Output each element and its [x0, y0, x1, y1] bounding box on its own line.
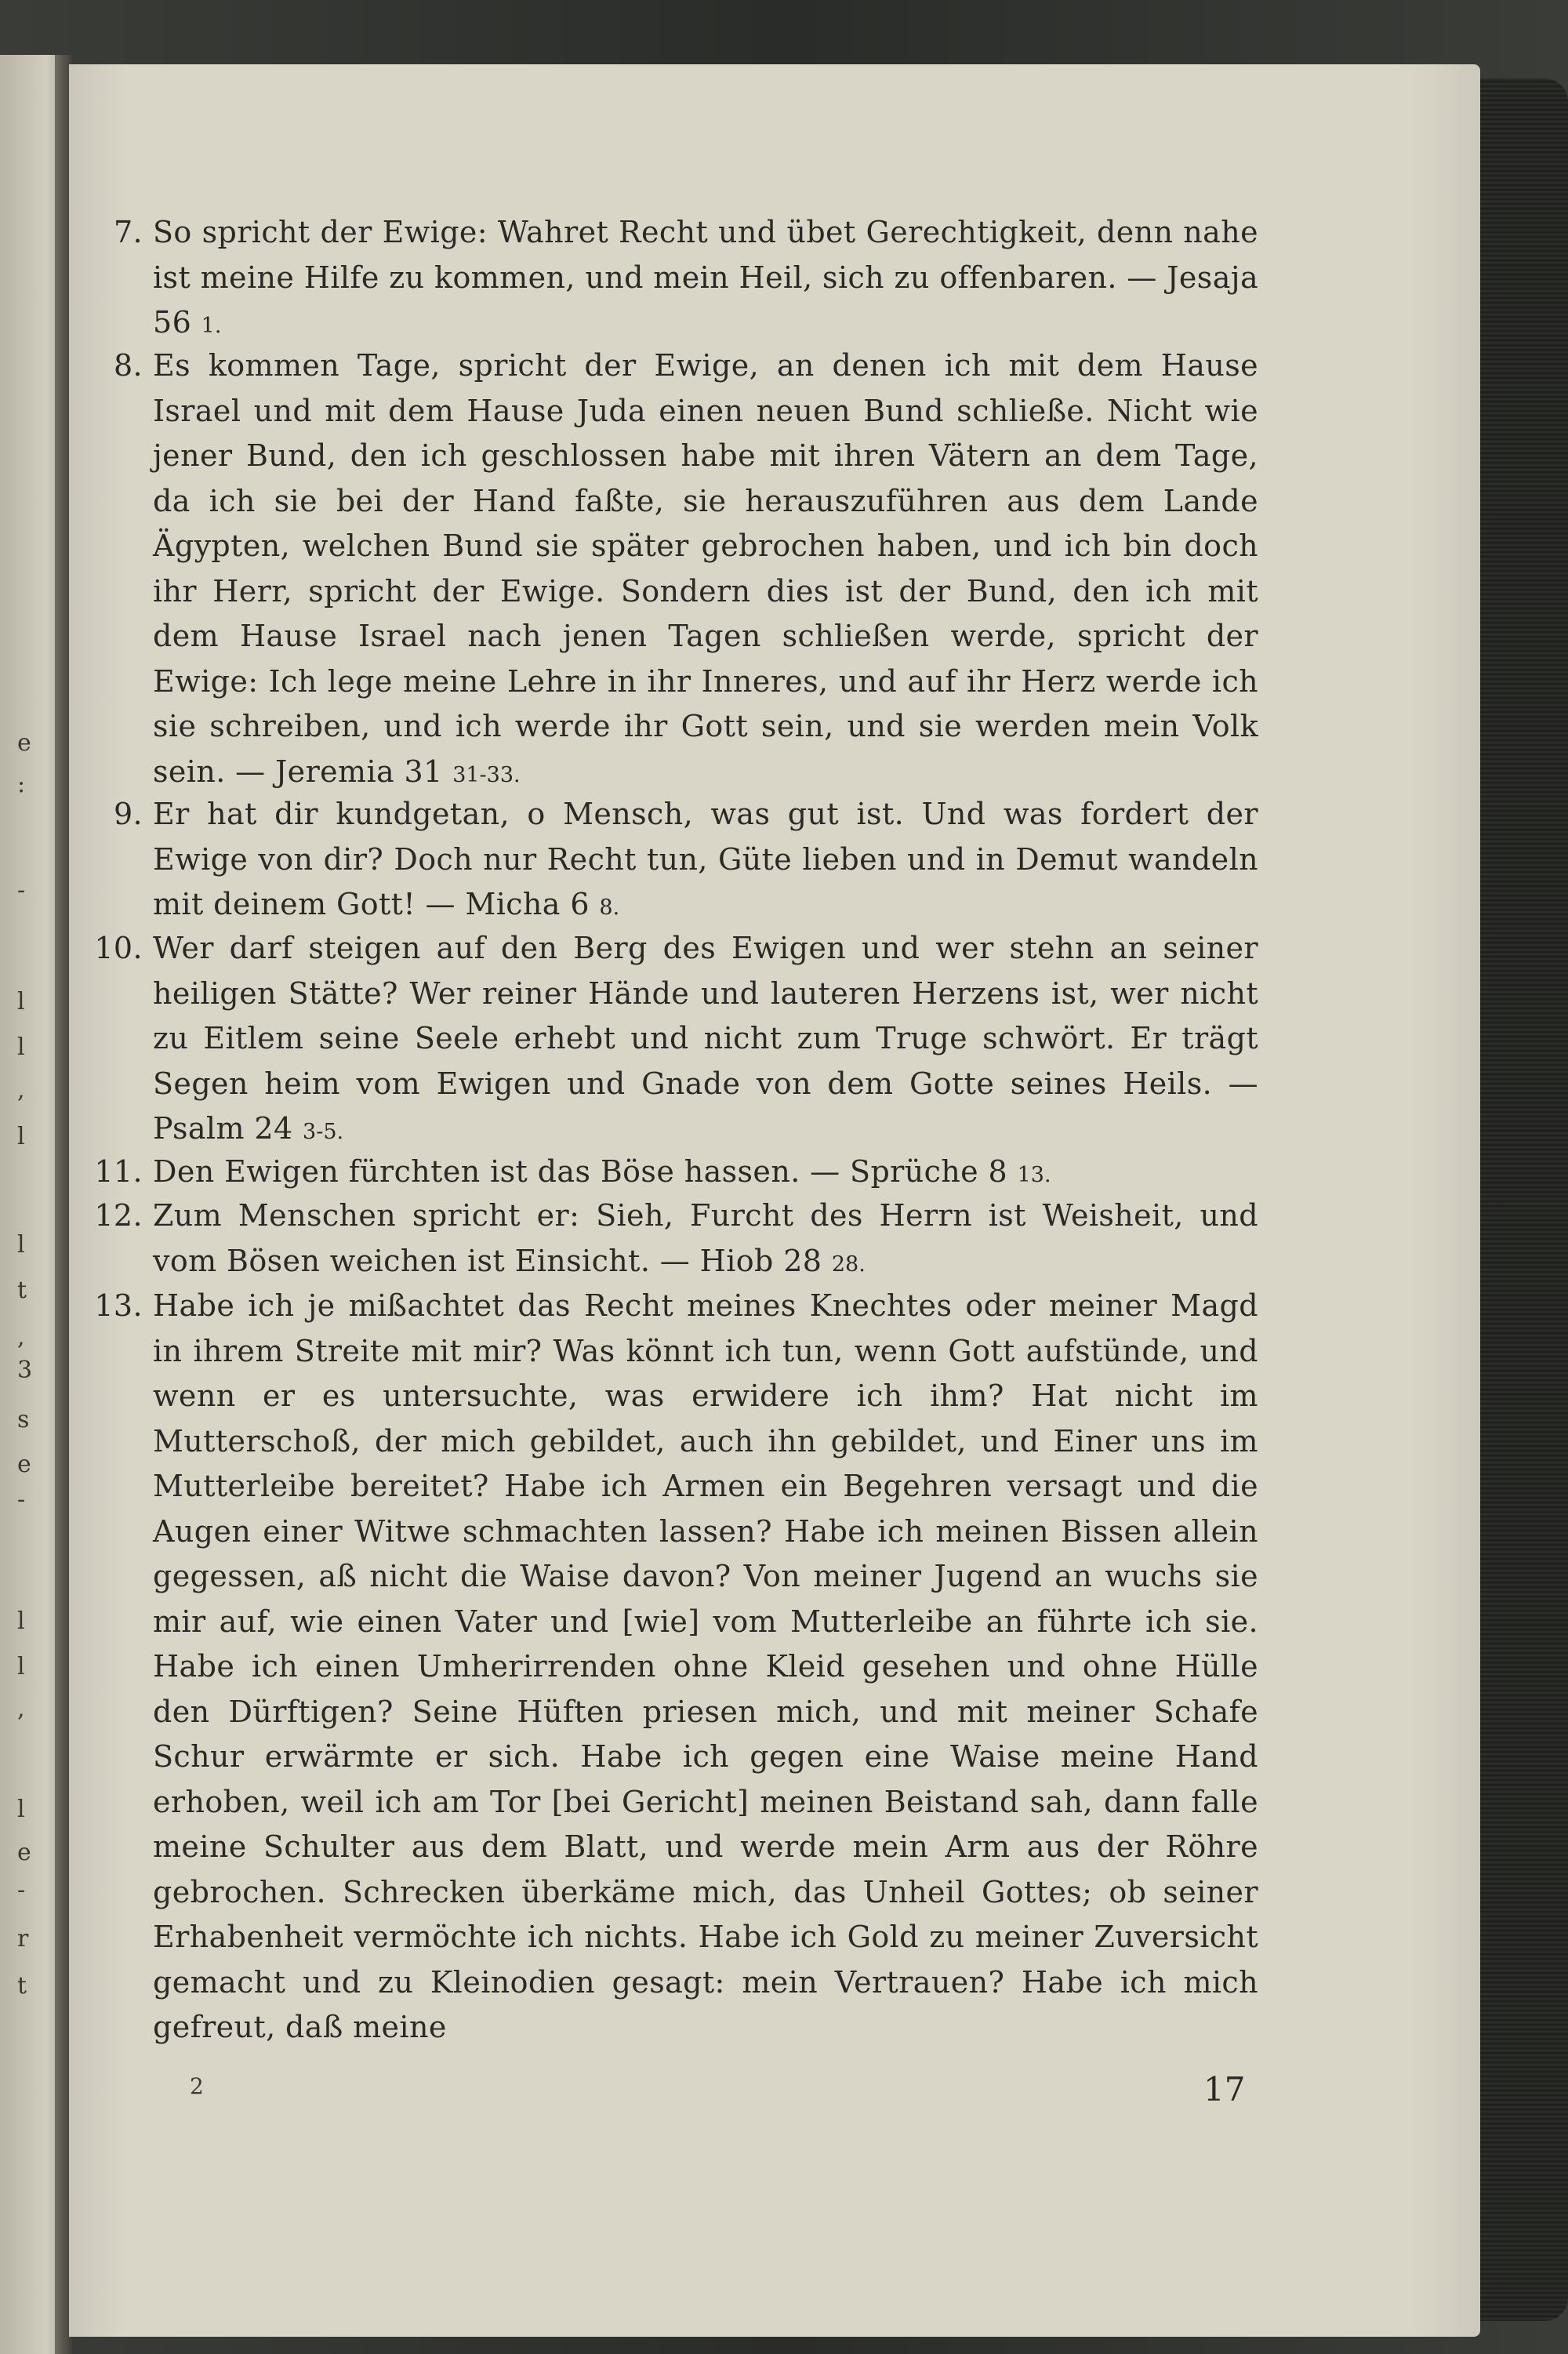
entry-number: 8. [113, 348, 143, 383]
margin-fragment: l [17, 988, 25, 1015]
margin-fragment: e [17, 1451, 31, 1478]
verse-entry [94, 1284, 1258, 2051]
margin-fragment: - [17, 1486, 26, 1513]
verse-entry [94, 1193, 1258, 1287]
margin-fragment: l [17, 1123, 25, 1150]
entry-text: Es kommen Tage, spricht der Ewige, an denen ich mit dem Hause Israel und mit dem Hause Juda einen neuen Bund schließe. Nicht wie jener Bund, den ich geschlossen habe mit ihren Vätern an dem Tage, da ich sie bei der Hand faßte, sie herauszuführen aus dem Lande Ägypten, welchen Bund sie später gebrochen haben, und ich bin doch ihr Herr, spricht der Ewige. Sondern dies ist der Bund, den ich mit dem Hause Israel nach jenen Tagen schließen werde, spricht der Ewige: Ich lege meine Lehre in ihr Inneres, und auf ihr Herz werde ich sie schreiben, und ich werde ihr Gott sein, und sie werden mein Volk sein. — Jeremia 31 [153, 348, 1258, 789]
book-cover-edge [1474, 78, 1568, 2321]
printer-signature-mark: 2 [190, 2073, 204, 2099]
margin-fragment: , [17, 1695, 25, 1723]
margin-fragment: r [17, 1925, 29, 1953]
margin-fragment: l [17, 1796, 25, 1823]
margin-fragment: l [17, 1607, 25, 1635]
margin-fragment: , [17, 1077, 25, 1104]
entry-text: Den Ewigen fürchten ist das Böse hassen. — Sprüche 8 [153, 1154, 1008, 1189]
verse-reference: 31-33. [452, 762, 521, 787]
entry-number: 10. [94, 931, 143, 965]
margin-fragment: l [17, 1231, 25, 1259]
verse-reference: 1. [201, 314, 222, 338]
margin-fragment: : [17, 771, 26, 798]
verse-entry [113, 792, 1258, 931]
margin-fragment: , [17, 1324, 25, 1351]
margin-fragment: t [17, 1972, 27, 2000]
entry-text: Er hat dir kundgetan, o Mensch, was gut ist. Und was fordert der Ewige von dir? Doch nur Recht tun, Güte lieben und in Demut wandeln mit deinem Gott! — Micha 6 [153, 797, 1258, 921]
verse-entry [94, 926, 1258, 1155]
verse-reference: 13. [1017, 1163, 1051, 1187]
entry-number: 13. [94, 1288, 143, 1323]
left-page-margin-fragments [0, 0, 67, 2354]
entry-number: 11. [94, 1154, 143, 1189]
entry-text: Habe ich je mißachtet das Recht meines Knechtes oder meiner Magd in ihrem Streite mit mir? Was könnt ich tun, wenn Gott aufstünde, und wenn er es untersuchte, was erwidere ich ihm? Hat nicht im Mutterschoß, der mich gebildet, auch ihn gebildet, und Einer uns im Mutterleibe bereitet? Habe ich Armen ein Begehren versagt und die Augen einer Witwe schmachten lassen? Habe ich meinen Bissen allein gegessen, aß nicht die Waise davon? Von meiner Jugend an wuchs sie mir auf, wie einen Vater und [wie] vom Mutterleibe an führte ich sie. Habe ich einen Umherirrenden ohne Kleid gesehen und ohne Hülle den Dürftigen? Seine Hüften priesen mich, und mit meiner Schafe Schur erwärmte er sich. Habe ich gegen eine Waise meine Hand erhoben, weil ich am Tor [bei Gericht] meinen Beistand sah, dann falle meine Schulter aus dem Blatt, und werde mein Arm aus der Röhre gebrochen. Schrecken überkäme mich, das Unheil Gottes; ob seiner Erhabenheit vermöchte ich nichts. Habe ich Gold zu meiner Zuversicht gemacht und zu Kleinodien gesagt: mein Vertrauen? Habe ich mich gefreut, daß meine [153, 1288, 1258, 2044]
margin-fragment: l [17, 1653, 25, 1680]
margin-fragment: e [17, 1839, 31, 1866]
verse-entry [113, 343, 1258, 797]
margin-fragment: l [17, 1034, 25, 1061]
margin-fragment: 3 [17, 1357, 33, 1384]
entry-text: So spricht der Ewige: Wahret Recht und übet Gerechtigkeit, denn nahe ist meine Hilfe zu kommen, und mein Heil, sich zu offenbaren. — Jesaja 56 [153, 215, 1258, 340]
verse-entry [94, 1150, 1258, 1198]
margin-fragment: e [17, 729, 31, 757]
margin-fragment: - [17, 877, 26, 904]
verse-reference: 8. [599, 895, 620, 920]
entry-number: 7. [113, 215, 143, 249]
margin-fragment: t [17, 1277, 27, 1304]
verse-entry [113, 210, 1258, 349]
entry-text: Zum Menschen spricht er: Sieh, Furcht des Herrn ist Weisheit, und vom Bösen weichen ist Einsicht. — Hiob 28 [153, 1198, 1258, 1278]
verse-reference: 28. [831, 1251, 866, 1277]
entry-text: Wer darf steigen auf den Berg des Ewigen und wer stehn an seiner heiligen Stätte? Wer reiner Hände und lauteren Herzens ist, wer nicht zu Eitlem seine Seele erhebt und nicht zum Truge schwört. Er trägt Segen heim vom Ewigen und Gnade von dem Gotte seines Heils. — Psalm 24 [153, 931, 1258, 1146]
margin-fragment: s [17, 1406, 30, 1433]
entry-number: 9. [113, 797, 143, 831]
entry-number: 12. [94, 1198, 143, 1233]
verse-reference: 3-5. [303, 1120, 344, 1144]
margin-fragment: - [17, 1876, 26, 1904]
page-number: 17 [1203, 2070, 1246, 2109]
